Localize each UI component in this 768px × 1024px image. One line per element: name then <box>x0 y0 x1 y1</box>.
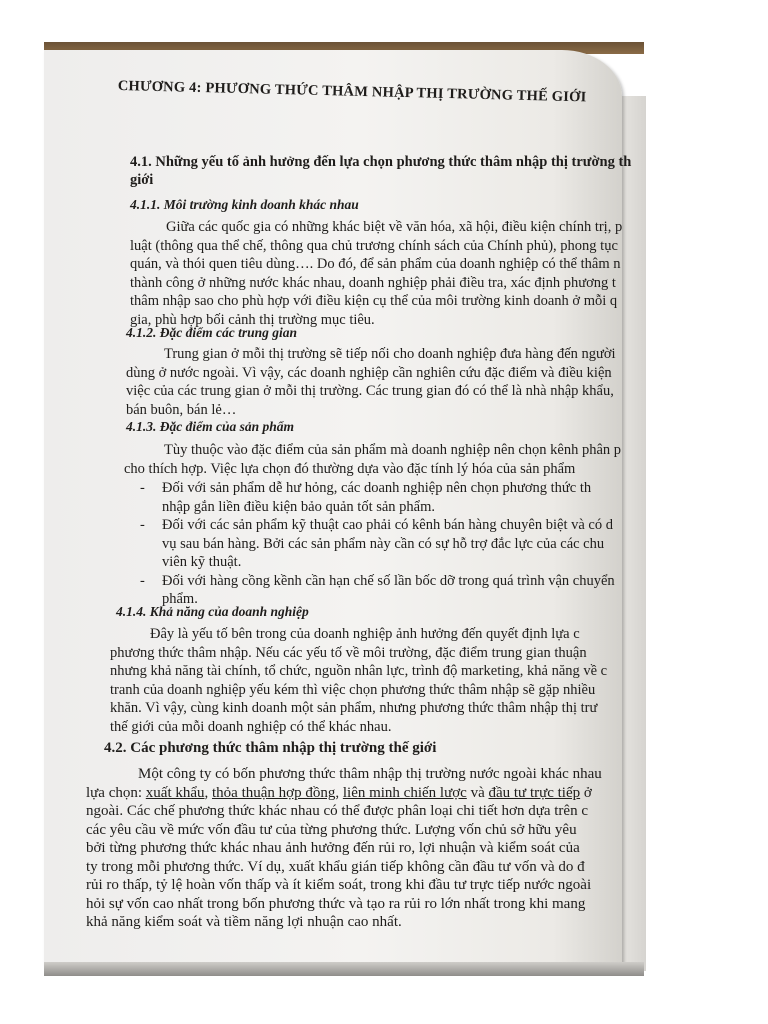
paragraph-line: ty trong mỗi phương thức. Ví dụ, xuất khẩu gián tiếp không cần đầu tư vốn và do đ <box>86 858 585 875</box>
paragraph-line: thâm nhập sao cho phù hợp với điều kiện cụ thể của môi trường kinh doanh ở mỗi q <box>130 293 618 309</box>
text-fragment: , <box>204 784 213 801</box>
paragraph-line: ngoài. Các chế phương thức khác nhau có thể được phân loại chi tiết hơn dựa trên c <box>86 803 588 819</box>
paragraph-line: bán buôn, bán lẻ… <box>126 401 237 418</box>
bullet-line: nhập gắn liền điều kiện bảo quản tốt sản phẩm. <box>162 498 436 515</box>
text-fragment: , <box>335 784 343 801</box>
bullet-marker: - <box>140 517 145 533</box>
bullet-item <box>140 572 615 591</box>
paragraph-line: tranh của doanh nghiệp yếu kém thì việc chọn phương thức thâm nhập sẽ gặp nhiều <box>110 681 596 698</box>
paragraph-line: cho thích hợp. Việc lựa chọn đó thường dựa vào đặc tính lý hóa của sản phẩm <box>124 460 576 477</box>
section-412-heading: 4.1.2. Đặc điểm các trung gian <box>126 325 297 340</box>
paragraph-line: hỏi sự vốn cao nhất trong bốn phương thức và tạo ra rủi ro lớn nhất trong khi mang <box>86 895 586 912</box>
bullet-line: Đối với sản phẩm dễ hư hỏng, các doanh nghiệp nên chọn phương thức th <box>162 480 592 496</box>
section-411-body <box>130 218 622 329</box>
section-414-body <box>110 625 607 736</box>
paragraph-line: Giữa các quốc gia có những khác biệt về văn hóa, xã hội, điều kiện chính trị, p <box>166 219 623 235</box>
section-412-body <box>126 345 616 419</box>
underlined-term-export: xuất khẩu <box>145 784 205 801</box>
bullet-item <box>140 479 615 498</box>
bullet-item <box>140 516 615 535</box>
paragraph-line: Tùy thuộc vào đặc điểm của sản phẩm mà doanh nghiệp nên chọn kênh phân p <box>164 442 622 458</box>
underlined-term-alliance: liên minh chiến lược <box>342 784 467 801</box>
page-bottom-edge <box>44 962 644 976</box>
section-413-heading: 4.1.3. Đặc điểm của sản phẩm <box>126 419 295 434</box>
paragraph-line: gia, phù hợp bối cảnh thị trường mục tiêu. <box>130 311 375 328</box>
paragraph-line <box>86 784 602 803</box>
paragraph-line: Trung gian ở mỗi thị trường sẽ tiếp nối cho doanh nghiệp đưa hàng đến người <box>164 346 616 362</box>
section-42-heading: 4.2. Các phương thức thâm nhập thị trường thế giới <box>104 740 437 756</box>
underlined-term-contract: thỏa thuận hợp đồng <box>212 784 336 801</box>
section-41-heading-line1: 4.1. Những yếu tố ảnh hưởng đến lựa chọn phương thức thâm nhập thị trường th <box>130 154 632 170</box>
paragraph-line: Đây là yếu tố bên trong của doanh nghiệp ảnh hưởng đến quyết định lựa c <box>150 626 580 642</box>
section-413-intro <box>124 441 621 478</box>
text-fragment: ở <box>580 784 592 801</box>
section-414-heading: 4.1.4. Khả năng của doanh nghiệp <box>116 604 309 619</box>
paragraph-line: thành công ở những nước khác nhau, doanh nghiệp phải điều tra, xác định phương t <box>130 274 616 291</box>
paragraph-line: phương thức thâm nhập. Nếu các yếu tố về môi trường, đặc điểm trung gian thuận <box>110 644 587 661</box>
paragraph-line: khả năng kiểm soát và tiềm năng lợi nhuận cao nhất. <box>86 914 402 930</box>
bullet-line: Đối với các sản phẩm kỹ thuật cao phải có kênh bán hàng chuyên biệt và có d <box>162 517 613 533</box>
paragraph-line: thế giới của mỗi doanh nghiệp có thể khác nhau. <box>110 718 392 735</box>
chapter-title: CHƯƠNG 4: PHƯƠNG THỨC THÂM NHẬP THỊ TRƯỜNG THẾ GIỚI <box>117 78 587 106</box>
bullet-line: phẩm. <box>162 591 198 607</box>
section-42-body <box>86 765 602 932</box>
bullet-line: viên kỹ thuật. <box>162 554 242 570</box>
bullet-line: vụ sau bán hàng. Bởi các sản phẩm này cần có sự hỗ trợ đắc lực của các chu <box>162 535 605 552</box>
bullet-marker: - <box>140 572 145 589</box>
paragraph-line: dùng ở nước ngoài. Vì vậy, các doanh nghiệp cần nghiên cứu đặc điểm và điều kiện <box>126 364 612 381</box>
paragraph-line: việc của các trung gian ở mỗi thị trường. Các trung gian đó có thể là nhà nhập khẩu, <box>126 383 614 399</box>
text-fragment: và <box>466 784 489 801</box>
underlined-term-fdi: đầu tư trực tiếp <box>488 784 581 801</box>
paragraph-line: rủi ro thấp, tỷ lệ hoàn vốn thấp và ít kiểm soát, trong khi đầu tư trực tiếp nước ngoài <box>86 877 592 893</box>
section-411-heading: 4.1.1. Môi trường kinh doanh khác nhau <box>130 197 359 212</box>
section-41-heading-line2: giới <box>130 172 154 188</box>
paragraph-line: luật (thông qua thể chế, thông qua chủ trương chính sách của Chính phủ), phong tục <box>130 237 618 254</box>
paragraph-line: khăn. Vì vậy, cùng kinh doanh một sản phẩm, nhưng phương thức thâm nhập thị trư <box>110 700 598 716</box>
paragraph-line: bởi từng phương thức khác nhau ảnh hưởng đến rủi ro, lợi nhuận và kiểm soát của <box>86 840 580 856</box>
bullet-marker: - <box>140 480 145 496</box>
paragraph-line: các yêu cầu về mức vốn đầu tư của từng phương thức. Lượng vốn chủ sở hữu yêu <box>86 821 577 838</box>
paragraph-line: Một công ty có bốn phương thức thâm nhập thị trường nước ngoài khác nhau <box>138 766 602 782</box>
paragraph-line: nhưng khả năng tài chính, tổ chức, nguồn nhân lực, trình độ marketing, khả năng về c <box>110 663 608 679</box>
text-fragment: lựa chọn: <box>86 784 146 801</box>
bullet-line: Đối với hàng cồng kềnh cần hạn chế số lần bốc dỡ trong quá trình vận chuyển <box>162 572 615 589</box>
paragraph-line: quán, và thói quen tiêu dùng…. Do đó, để sản phẩm của doanh nghiệp có thể thâm n <box>130 256 621 272</box>
bullet-list <box>140 479 615 609</box>
